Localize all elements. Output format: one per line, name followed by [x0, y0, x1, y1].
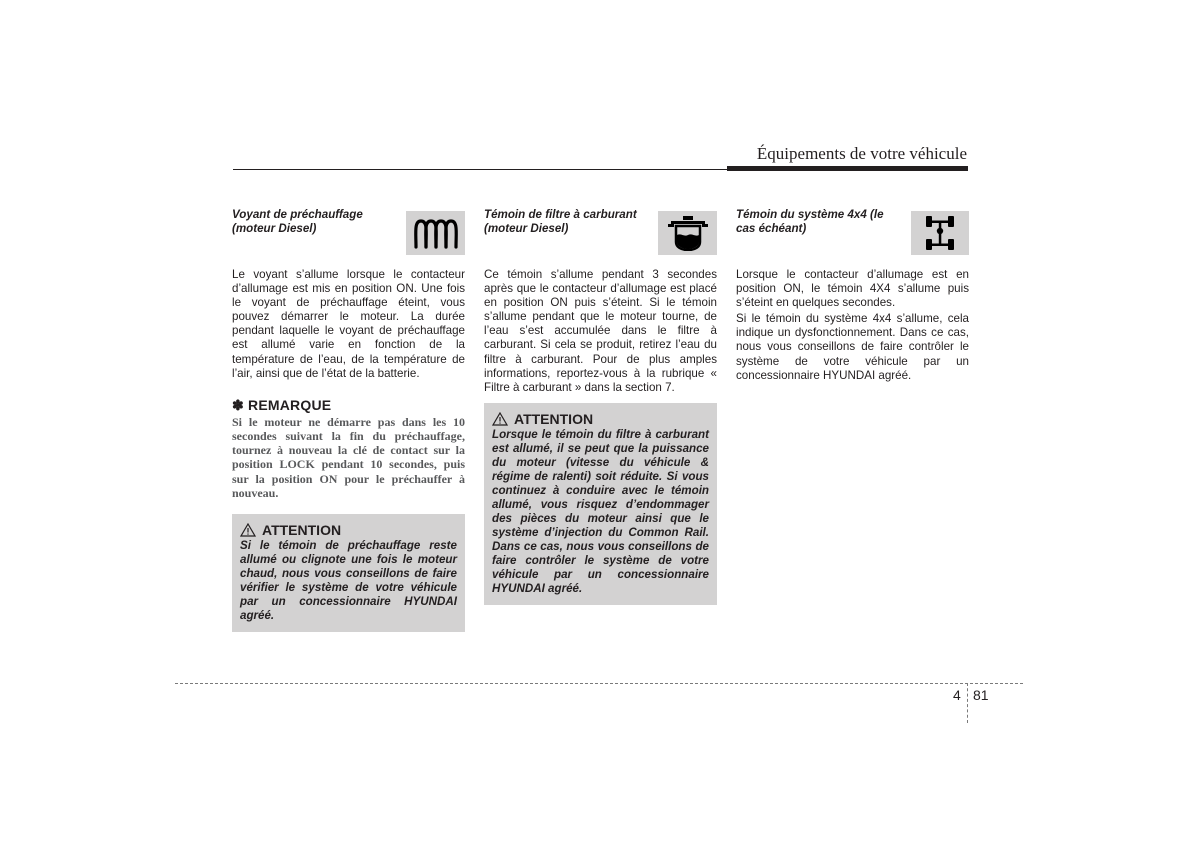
- section-title: Témoin de filtre à carburant (moteur Diesel): [484, 208, 637, 235]
- warning-triangle-icon: [240, 523, 256, 537]
- column-fuel-filter: [484, 208, 717, 605]
- caution-text: Si le témoin de préchauffage reste allumé ou clignote une fois le moteur chaud, nous vous conseillons de faire vérifier le système de votre véhicule par un concessionnaire HYUNDAI agréé.: [240, 538, 457, 622]
- section-header: [736, 208, 969, 268]
- header-rule-thick: [727, 166, 968, 171]
- four-wheel-drive-icon: [911, 211, 969, 255]
- footer-rule: [175, 683, 1023, 684]
- glow-plug-icon: [406, 211, 465, 255]
- footer-divider: [967, 683, 968, 723]
- note-text: Si le moteur ne démarre pas dans les 10 secondes suivant la fin du préchauffage, tournez à nouveau la clé de contact sur la position LOCK pendant 10 secondes, puis sur la position ON pour le préchauffer à nouveau.: [232, 414, 465, 500]
- caution-text: Lorsque le témoin du filtre à carburant est allumé, il se peut que la puissance du moteur (vitesse du véhicule & régime de ralenti) soit réduite. Si vous continuez à conduire avec le témoin allumé, vous risquez d’endommager des pièces du moteur ainsi que le système d’injection du Common Rail. Dans ce cas, nous vous conseillons de faire contrôler le système de votre véhicule par un concessionnaire HYUNDAI agréé.: [492, 427, 709, 595]
- fuel-filter-icon: [658, 211, 717, 255]
- section-title: Voyant de préchauffage (moteur Diesel): [232, 208, 363, 235]
- section-header: [484, 208, 717, 268]
- caution-label: ATTENTION: [514, 410, 594, 427]
- header-rule: [233, 169, 727, 170]
- caution-box: [232, 514, 465, 632]
- caution-label: ATTENTION: [262, 521, 342, 538]
- note-heading: ✽ REMARQUE: [232, 396, 332, 413]
- paragraph: Le voyant s’allume lorsque le contacteur d’allumage est mis en position ON. Une fois le voyant de préchauffage éteint, vous pouvez démarrer le moteur. La durée pendant laquelle le voyant de préchauffage est allumé varie en fonction de la température de l’eau, de la température de l’air, ainsi que de l’état de la batterie.: [232, 268, 465, 380]
- paragraph: Ce témoin s’allume pendant 3 secondes après que le contacteur d’allumage est placé en position ON puis s’éteint. Si le témoin s’allume pendant que le moteur tourne, de l’eau s’est accumulée dans le filtre à carburant. Si cela se produit, retirez l’eau du filtre à carburant. Pour de plus amples informations, reportez-vous à la rubrique « Filtre à carburant » dans la section 7.: [484, 268, 717, 394]
- page-number: 81: [973, 687, 989, 703]
- column-glow-plug: [232, 208, 465, 632]
- warning-triangle-icon: [492, 412, 508, 426]
- section-header: [232, 208, 465, 268]
- paragraph: Si le témoin du système 4x4 s’allume, cela indique un dysfonctionnement. Dans ce cas, nous vous conseillons de faire contrôler le système de votre véhicule par un concessionnaire HYUNDAI agréé.: [736, 312, 969, 382]
- paragraph: Lorsque le contacteur d’allumage est en position ON, le témoin 4X4 s’allume puis s’éteint en quelques secondes.: [736, 268, 969, 310]
- chapter-number: 4: [953, 687, 961, 703]
- section-title: Témoin du système 4x4 (le cas échéant): [736, 208, 884, 235]
- caution-heading: [492, 411, 709, 427]
- page-header-title: Équipements de votre véhicule: [756, 144, 967, 163]
- column-4x4: [736, 208, 969, 385]
- caution-heading: [240, 522, 457, 538]
- caution-box: [484, 403, 717, 605]
